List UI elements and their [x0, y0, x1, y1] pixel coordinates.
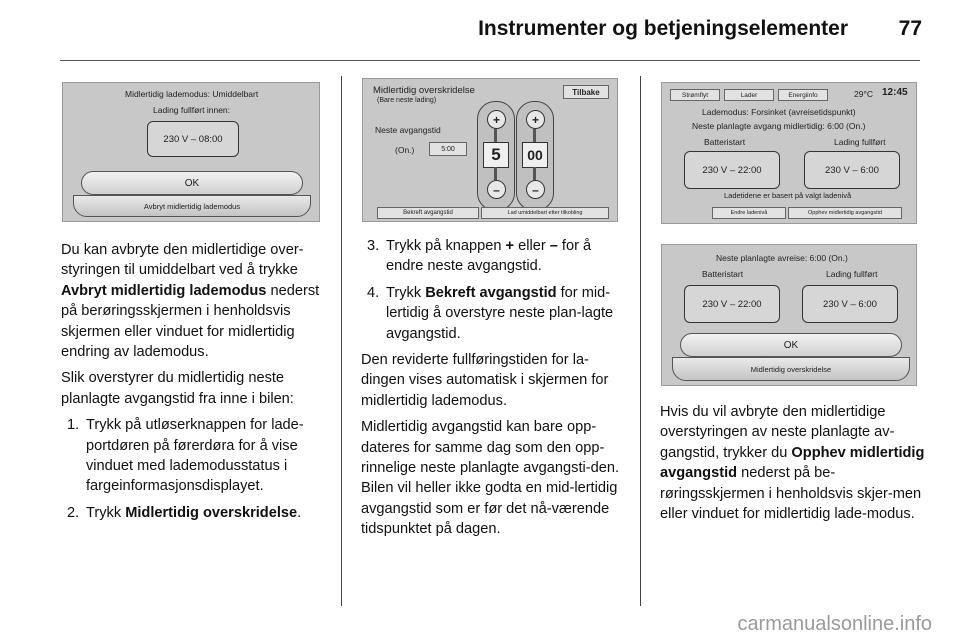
screen-title: Midlertidig lademodus: Umiddelbart: [125, 89, 259, 99]
tab-energy-info[interactable]: Energiinfo: [778, 89, 828, 101]
battery-start-value: 230 V – 22:00: [684, 151, 780, 189]
cancel-temporary-departure-button[interactable]: Opphev midlertidig avgangstid: [788, 207, 902, 219]
day-label: (On.): [395, 145, 415, 155]
minus-icon[interactable]: –: [526, 180, 545, 199]
header-title: Instrumenter og betjeningselementer: [478, 17, 848, 40]
screen-subtitle: (Bare neste lading): [377, 97, 437, 104]
plus-icon[interactable]: +: [526, 110, 545, 129]
change-charge-level-button[interactable]: Endre ladenivå: [712, 207, 786, 219]
step-list: [61, 415, 327, 523]
temperature: 29°C: [854, 89, 873, 99]
charge-immediately-button[interactable]: Lad umiddelbart etter tilkobling: [481, 207, 609, 219]
column-divider: [640, 76, 641, 606]
tab-power-flow[interactable]: Strømflyt: [670, 89, 720, 101]
screen-next-departure: [661, 244, 917, 386]
column-divider: [341, 76, 342, 606]
battery-start-value: 230 V – 22:00: [684, 285, 780, 323]
column-2-text: [361, 236, 627, 546]
confirm-departure-button[interactable]: Bekreft avgangstid: [377, 207, 479, 219]
hour-stepper: [477, 101, 515, 211]
minute-stepper: [516, 101, 554, 211]
screen-temporary-charge-mode: [62, 82, 320, 222]
charge-complete-label: Lading fullført: [826, 269, 878, 279]
departure-time-display: 5:00: [429, 142, 467, 156]
minute-value: 00: [522, 142, 548, 168]
paragraph: Du kan avbryte den midlertidige over-styringen til umiddelbart ved å trykke Avbryt midlertidig lademodus nederst på berøringsskjermen i henholdsvis skjermen eller vinduet for midlertidig endring av lademodus.: [61, 242, 320, 361]
charge-complete-value: 230 V – 08:00: [147, 121, 239, 157]
tab-charger[interactable]: Lader: [724, 89, 774, 101]
charge-level-note: Ladetidene er basert på valgt ladenivå: [724, 191, 852, 200]
column-3-text: [660, 402, 926, 530]
temporary-override-button[interactable]: Midlertidig overskridelse: [672, 357, 910, 381]
ok-button[interactable]: OK: [81, 171, 303, 195]
charge-complete-value: 230 V – 6:00: [804, 151, 900, 189]
back-button[interactable]: Tilbake: [563, 85, 609, 99]
ok-button[interactable]: OK: [680, 333, 902, 357]
watermark: carmanualsonline.info: [737, 613, 932, 635]
list-item: 3. Trykk på knappen + eller – for å endre neste avgangstid.: [367, 238, 592, 275]
column-1-text: [61, 240, 327, 529]
clock: 12:45: [882, 87, 908, 98]
header-rule: [60, 60, 920, 61]
screen-temporary-override: [362, 78, 618, 222]
cancel-temporary-mode-button[interactable]: Avbryt midlertidig lademodus: [73, 195, 311, 217]
battery-start-label: Batteristart: [704, 137, 746, 147]
page-header: [0, 0, 960, 60]
list-item: 1. Trykk på utløserknappen for lade-portdøren på førerdøra for å vise vinduet med lademodusstatus i fargeinformasjonsdisplayet.: [67, 417, 304, 495]
plus-icon[interactable]: +: [487, 110, 506, 129]
paragraph: Midlertidig avgangstid kan bare opp-dateres for samme dag som den opp-rinnelige neste planlagte avgangsti-den. Bilen vil heller ikke godta en mid-lertidig avgangstid som er før det nå-værende tidspunktet på dagen.: [361, 419, 620, 538]
step-list: [361, 236, 627, 344]
screen-charge-mode-delayed: [661, 82, 917, 224]
departure-label: Neste avgangstid: [375, 125, 441, 135]
charge-complete-label: Lading fullført: [834, 137, 886, 147]
charge-mode-line: Lademodus: Forsinket (avreisetidspunkt): [702, 107, 856, 117]
hour-value: 5: [483, 142, 509, 168]
next-departure-line: Neste planlagte avgang midlertidig: 6:00 (On.): [692, 121, 866, 131]
screen-title: Midlertidig overskridelse: [373, 85, 475, 96]
charge-complete-value: 230 V – 6:00: [802, 285, 898, 323]
paragraph: Den reviderte fullføringstiden for la-dingen vises automatisk i skjermen for midlertidig lademodus.: [361, 352, 609, 409]
page-number: 77: [898, 17, 922, 40]
screen-subtitle: Lading fullført innen:: [153, 105, 231, 115]
list-item: 2. Trykk Midlertidig overskridelse.: [67, 504, 302, 521]
screen-title: Neste planlagte avreise: 6:00 (On.): [716, 253, 848, 263]
paragraph: Hvis du vil avbryte den midlertidige overstyringen av neste planlagte av-gangstid, trykker du Opphev midlertidig avgangstid nederst på be-røringsskjermen i henholdsvis skjer-men eller vinduet for midlertidig lade-modus.: [660, 404, 925, 523]
minus-icon[interactable]: –: [487, 180, 506, 199]
battery-start-label: Batteristart: [702, 269, 744, 279]
list-item: 4. Trykk Bekreft avgangstid for mid-lertidig å overstyre neste plan-lagte avgangstid.: [367, 284, 614, 342]
paragraph: Slik overstyrer du midlertidig neste planlagte avgangstid fra inne i bilen:: [61, 370, 294, 407]
